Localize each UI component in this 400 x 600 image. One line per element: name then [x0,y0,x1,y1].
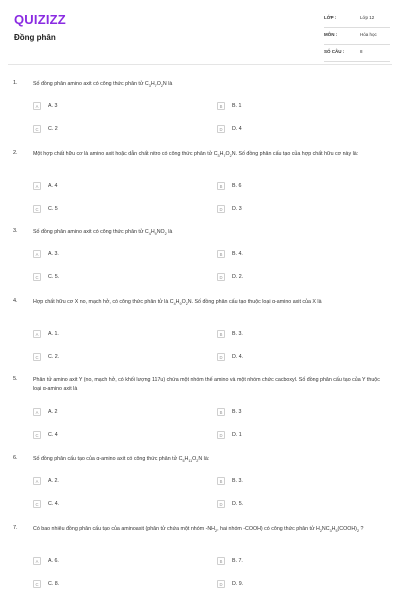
option-letter-box: D [217,273,225,281]
question-number: 1. [13,80,18,86]
meta-value: Hóa học [360,32,377,37]
meta-value: 8 [360,49,363,54]
option-letter-box: A [33,182,41,190]
meta-label: MÔN : [324,32,338,37]
option-label: D. 5. [232,501,244,507]
option-label: C. 5. [48,274,60,280]
page-title: Đồng phân [14,33,56,42]
option-label: D. 2. [232,274,244,280]
option-letter-box: D [217,125,225,133]
option-label: B. 4. [232,251,243,257]
option-letter-box: C [33,273,41,281]
option-letter-box: D [217,580,225,588]
question-number: 3. [13,228,18,234]
meta-row-count [324,45,390,62]
option-label: A. 3. [48,251,59,257]
option-letter-box: D [217,431,225,439]
question-number: 5. [13,376,18,382]
option-letter-box: A [33,250,41,258]
question-text: Có bao nhiêu đồng phân cấu tạo của aminoaxit (phân tử chứa một nhóm $-NH_2$, hai nhóm -COOH) có công thức phân tử $H_2NC_3H_5(COOH)_2$ ? [33,526,364,534]
option-letter-box: B [217,477,225,485]
option-label: A. 6. [48,558,59,564]
question-text: Số đồng phân amino axit có công thức phân tử $C_3H_7O_2N$ là [33,81,173,89]
option-label: C. 8. [48,581,60,587]
question-text: Phân tử amino axit Y (no, mạch hở, có khối lượng 117u) chứa một nhóm thế amino và một nhóm chức cacboxyl. Số đồng phân cấu tạo của Y thuộc loại α-amino axit là [33,377,380,392]
option-letter-box: B [217,250,225,258]
option-letter-box: B [217,330,225,338]
question-number: 4. [13,298,18,304]
question-number: 7. [13,525,18,531]
option-label: A. 3 [48,103,58,109]
option-letter-box: C [33,353,41,361]
quizizz-logo: QUIZIZZ [14,12,66,27]
option-label: D. 4 [232,126,242,132]
option-label: D. 4. [232,354,244,360]
option-letter-box: B [217,102,225,110]
question-text: Số đồng phân cấu tạo của α-amino axit có công thức phân tử $C_5H_{11}O_2N$ là: [33,456,210,464]
option-label: C. 2 [48,126,58,132]
option-letter-box: C [33,580,41,588]
option-label: B. 3 [232,409,242,415]
page-header [0,0,400,70]
question-number: 2. [13,150,18,156]
option-letter-box: A [33,477,41,485]
option-letter-box: A [33,102,41,110]
option-letter-box: C [33,500,41,508]
option-letter-box: C [33,125,41,133]
option-label: B. 3. [232,331,243,337]
meta-row-subject [324,28,390,45]
meta-label: LỚP : [324,15,337,20]
option-label: B. 1 [232,103,242,109]
header-divider [8,64,392,65]
option-letter-box: A [33,557,41,565]
option-label: C. 2. [48,354,60,360]
option-label: D. 3 [232,206,242,212]
meta-label: SỐ CÂU : [324,49,345,54]
option-label: D. 9. [232,581,244,587]
option-label: B. 7. [232,558,243,564]
option-label: C. 4 [48,432,58,438]
option-label: D. 1 [232,432,242,438]
option-label: A. 2 [48,409,58,415]
option-label: C. 4. [48,501,60,507]
option-label: A. 2. [48,478,59,484]
option-letter-box: A [33,408,41,416]
option-label: C. 5 [48,206,58,212]
option-label: A. 4 [48,183,58,189]
option-label: B. 3. [232,478,243,484]
option-letter-box: D [217,353,225,361]
question-number: 6. [13,455,18,461]
option-letter-box: C [33,205,41,213]
option-letter-box: C [33,431,41,439]
option-letter-box: D [217,205,225,213]
meta-value: Lớp 12 [360,15,375,20]
question-text: Hợp chất hữu cơ X no, mạch hở, có công thức phân tử là $C_4H_9O_2N$. Số đồng phân cấu tạo thuộc loại α-amino axit của X là [33,299,322,307]
option-label: B. 6 [232,183,242,189]
option-letter-box: D [217,500,225,508]
option-label: A. 1. [48,331,59,337]
meta-info [324,11,390,62]
option-letter-box: A [33,330,41,338]
option-letter-box: B [217,408,225,416]
question-text: Một hợp chất hữu cơ là amino axit hoặc dẫn chất nitro có công thức phân tử $C_3H_7O_2N$. Số đồng phân cấu tạo của hợp chất hữu cơ này là: [33,151,359,159]
option-letter-box: B [217,557,225,565]
meta-row-class [324,11,390,28]
option-letter-box: B [217,182,225,190]
question-text: Số đồng phân amino axit có công thức phân tử $C_4H_9NO_2$ là [33,229,173,237]
